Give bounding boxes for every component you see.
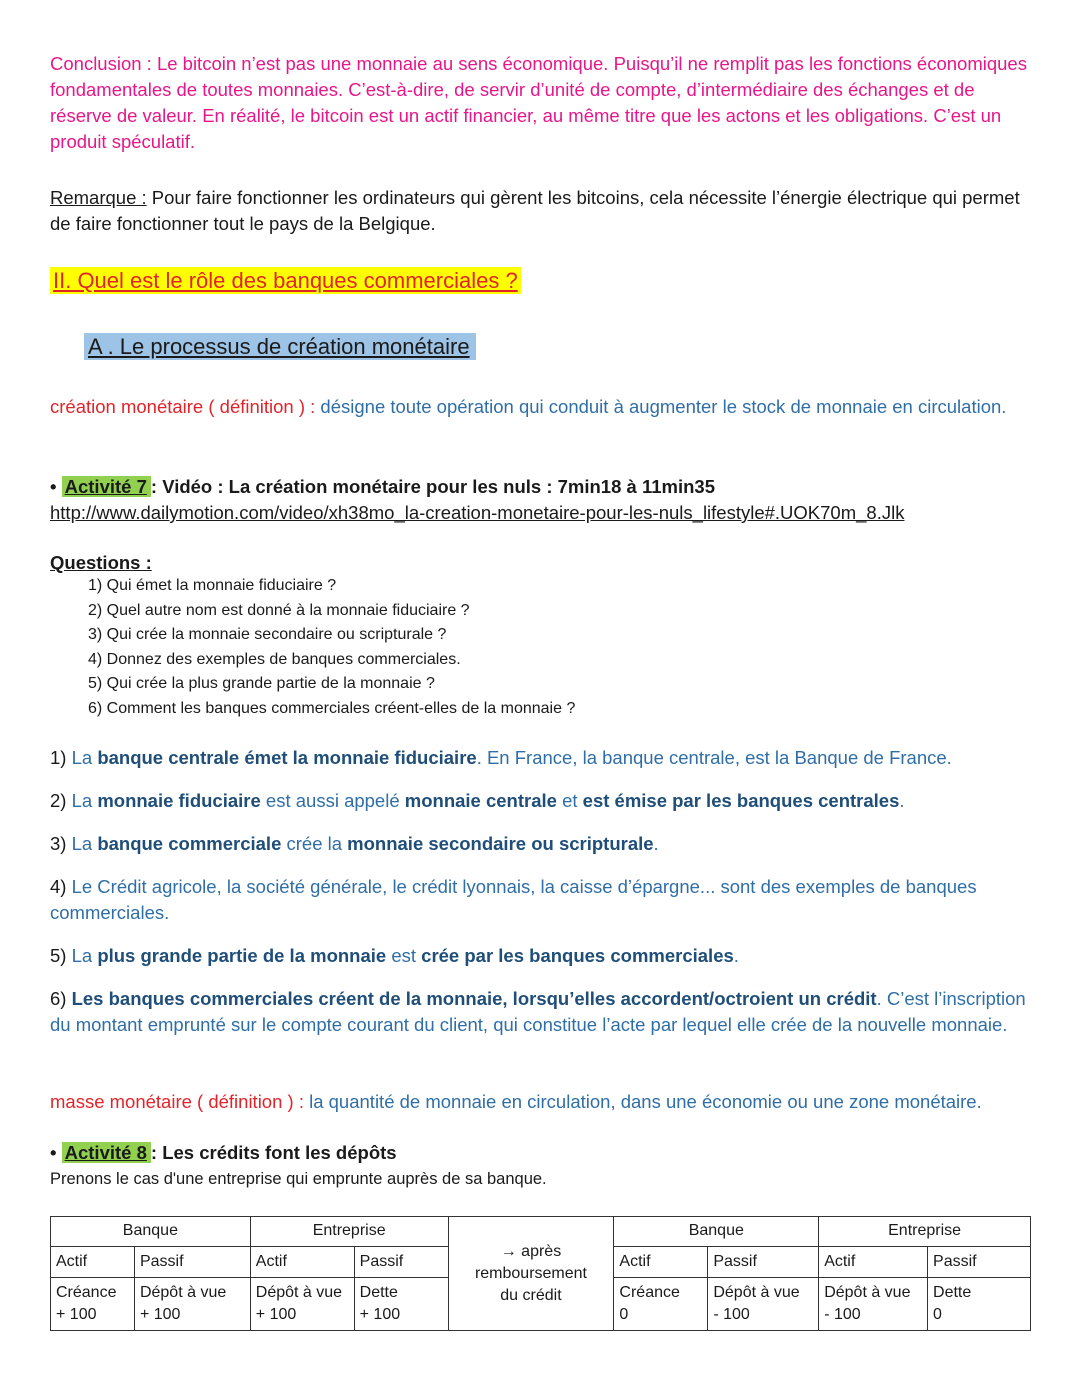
subheader-actif: Actif	[51, 1247, 135, 1278]
activity-8-intro-text: Prenons le cas d'une entreprise qui emprunte auprès de sa banque.	[50, 1170, 547, 1188]
cell-after-banque-passif	[708, 1278, 819, 1331]
cell-after-entreprise-actif	[819, 1278, 928, 1331]
cell-value: + 100	[56, 1306, 97, 1323]
answer-text: . En France, la banque centrale, est la Banque de France.	[476, 747, 952, 768]
cell-before-entreprise-passif	[354, 1278, 448, 1331]
answer-bold: monnaie fiduciaire	[97, 790, 261, 811]
answer-5	[50, 943, 1032, 969]
cell-label: Dépôt à vue	[139, 1284, 227, 1301]
cell-value: - 100	[824, 1306, 861, 1323]
answer-bold: banque centrale émet la monnaie fiduciaire	[97, 747, 477, 768]
middle-text: remboursement	[474, 1264, 587, 1282]
answer-bold: est émise par les banques centrales	[582, 790, 900, 811]
header-entreprise: Entreprise	[250, 1217, 448, 1247]
video-link[interactable]: http://www.dailymotion.com/video/xh38mo_la-creation-monetaire-pour-les-nuls_lifestyle#.UOK70m_8.Jlk	[50, 502, 905, 523]
answer-text: La	[66, 833, 98, 854]
answer-2	[50, 788, 1032, 814]
cell-value: + 100	[139, 1306, 181, 1323]
section-2-heading	[50, 268, 1032, 295]
answer-number: 2)	[50, 790, 67, 811]
cell-after-entreprise-passif	[928, 1278, 1031, 1331]
questions-label: Questions :	[50, 552, 152, 573]
answer-text: Le Crédit agricole, la société générale, le crédit lyonnais, la caisse d’épargne... sont des exemples de banques commerciales.	[50, 876, 977, 923]
table-header-row	[51, 1217, 1031, 1247]
conclusion-text: Conclusion : Le bitcoin n’est pas une monnaie au sens économique. Puisqu’il ne remplit pas les fonctions économiques fondamentales de toutes monnaies. C’est-à-dire, de servir d’unité de compte, d’intermédiaire des échanges et de réserve de valeur. En réalité, le bitcoin est un actif financier, au même titre que les actons et les obligations. C’est un produit spéculatif.	[50, 53, 1027, 152]
header-banque: Banque	[51, 1217, 251, 1247]
questions-heading	[50, 550, 1032, 576]
answer-number: 3)	[50, 833, 67, 854]
definition-text: désigne toute opération qui conduit à augmenter le stock de monnaie en circulation.	[315, 396, 1007, 417]
remarque-text: Pour faire fonctionner les ordinateurs qui gèrent les bitcoins, cela nécessite l’énergie électrique qui permet de faire fonctionner tout le pays de la Belgique.	[50, 187, 1020, 234]
answer-number: 1)	[50, 747, 67, 768]
section-a-title: A . Le processus de création monétaire	[84, 333, 476, 360]
header-entreprise: Entreprise	[819, 1217, 1031, 1247]
answer-bold: monnaie centrale	[404, 790, 557, 811]
question-item: 5) Qui crée la plus grande partie de la monnaie ?	[88, 675, 435, 693]
middle-text: du crédit	[500, 1286, 562, 1304]
answer-bold: monnaie secondaire ou scripturale	[347, 833, 654, 854]
cell-label: Créance	[619, 1284, 680, 1301]
cell-value: 0	[619, 1306, 629, 1323]
cell-label: Dépôt à vue	[255, 1284, 343, 1301]
answer-number: 5)	[50, 945, 67, 966]
middle-arrow-text: → après	[500, 1242, 562, 1260]
question-item: 1) Qui émet la monnaie fiduciaire ?	[88, 577, 337, 594]
answer-number: 4)	[50, 876, 67, 897]
answer-text: est	[386, 945, 422, 966]
definition-text: la quantité de monnaie en circulation, dans une économie ou une zone monétaire.	[303, 1091, 982, 1112]
cell-label: Dépôt à vue	[713, 1284, 800, 1301]
definition-term: création monétaire ( définition ) :	[50, 396, 316, 417]
cell-value: 0	[933, 1306, 942, 1323]
answer-bold: crée par les banques commerciales	[421, 945, 734, 966]
subheader-passif: Passif	[708, 1247, 819, 1278]
remarque-label: Remarque :	[50, 187, 147, 208]
bullet: •	[50, 476, 57, 497]
subheader-actif: Actif	[250, 1247, 354, 1278]
subheader-actif: Actif	[819, 1247, 928, 1278]
cell-before-entreprise-actif	[250, 1278, 354, 1331]
activity-7-heading	[50, 474, 1032, 500]
cell-value: + 100	[359, 1306, 401, 1323]
question-item: 4) Donnez des exemples de banques commerciales.	[88, 650, 461, 668]
answer-3	[50, 831, 1032, 857]
section-a-heading	[84, 334, 1032, 361]
cell-label: Dépôt à vue	[824, 1284, 911, 1301]
section-2-title: II. Quel est le rôle des banques commerciales ?	[50, 267, 521, 294]
middle-cell	[448, 1217, 614, 1331]
answer-bold: Les banques commerciales créent de la monnaie, lorsqu’elles accordent/octroient un crédit	[71, 988, 877, 1009]
answer-text: .	[899, 790, 905, 811]
definition-creation-monetaire	[50, 394, 1032, 420]
cell-label: Créance	[56, 1284, 117, 1301]
header-banque: Banque	[614, 1217, 819, 1247]
answer-text: et	[556, 790, 583, 811]
activity-8-label: Activité 8	[62, 1142, 151, 1163]
answer-text: La	[66, 747, 98, 768]
activity-8-heading	[50, 1140, 1032, 1166]
answer-1	[50, 745, 1032, 771]
answer-4	[50, 874, 1032, 926]
cell-before-banque-passif	[134, 1278, 250, 1331]
cell-value: + 100	[255, 1306, 297, 1323]
definition-masse-monetaire	[50, 1089, 1040, 1115]
answer-number: 6)	[50, 988, 67, 1009]
subheader-actif: Actif	[614, 1247, 708, 1278]
definition-term: masse monétaire ( définition ) :	[50, 1091, 304, 1112]
answer-bold: banque commerciale	[97, 833, 282, 854]
subheader-passif: Passif	[354, 1247, 448, 1278]
answer-text: La	[66, 945, 98, 966]
question-item: 6) Comment les banques commerciales créent-elles de la monnaie ?	[88, 699, 576, 717]
answer-text: est aussi appelé	[260, 790, 405, 811]
answer-text: . C’est l’inscription du montant emprunté sur le compte courant du client, qui constitue l’acte par lequel elle crée de la nouvelle monnaie.	[50, 988, 1026, 1035]
answer-text: La	[66, 790, 98, 811]
remarque-paragraph	[50, 185, 1032, 237]
subheader-passif: Passif	[928, 1247, 1031, 1278]
cell-label: Dette	[359, 1284, 398, 1301]
questions-list	[88, 574, 575, 722]
cell-value: - 100	[713, 1306, 750, 1323]
cell-before-banque-actif	[51, 1278, 135, 1331]
answer-text: crée la	[281, 833, 348, 854]
question-item: 3) Qui crée la monnaie secondaire ou scripturale ?	[88, 626, 447, 644]
activity-8-intro	[50, 1166, 1032, 1192]
subheader-passif: Passif	[134, 1247, 250, 1278]
cell-label: Dette	[933, 1284, 972, 1301]
activity-8-title: : Les crédits font les dépôts	[150, 1142, 397, 1163]
answer-text: .	[733, 945, 739, 966]
activity-7-label: Activité 7	[62, 476, 151, 497]
activity-7-link-line	[50, 500, 1032, 526]
question-item: 2) Quel autre nom est donné à la monnaie fiduciaire ?	[88, 601, 470, 619]
answer-6	[50, 986, 1032, 1038]
balance-sheet-table	[50, 1216, 1031, 1331]
conclusion-paragraph	[50, 51, 1032, 155]
bullet: •	[50, 1142, 57, 1163]
answer-text: .	[653, 833, 659, 854]
answer-bold: plus grande partie de la monnaie	[97, 945, 387, 966]
activity-7-title: : Vidéo : La création monétaire pour les nuls : 7min18 à 11min35	[150, 476, 715, 497]
cell-after-banque-actif	[614, 1278, 708, 1331]
